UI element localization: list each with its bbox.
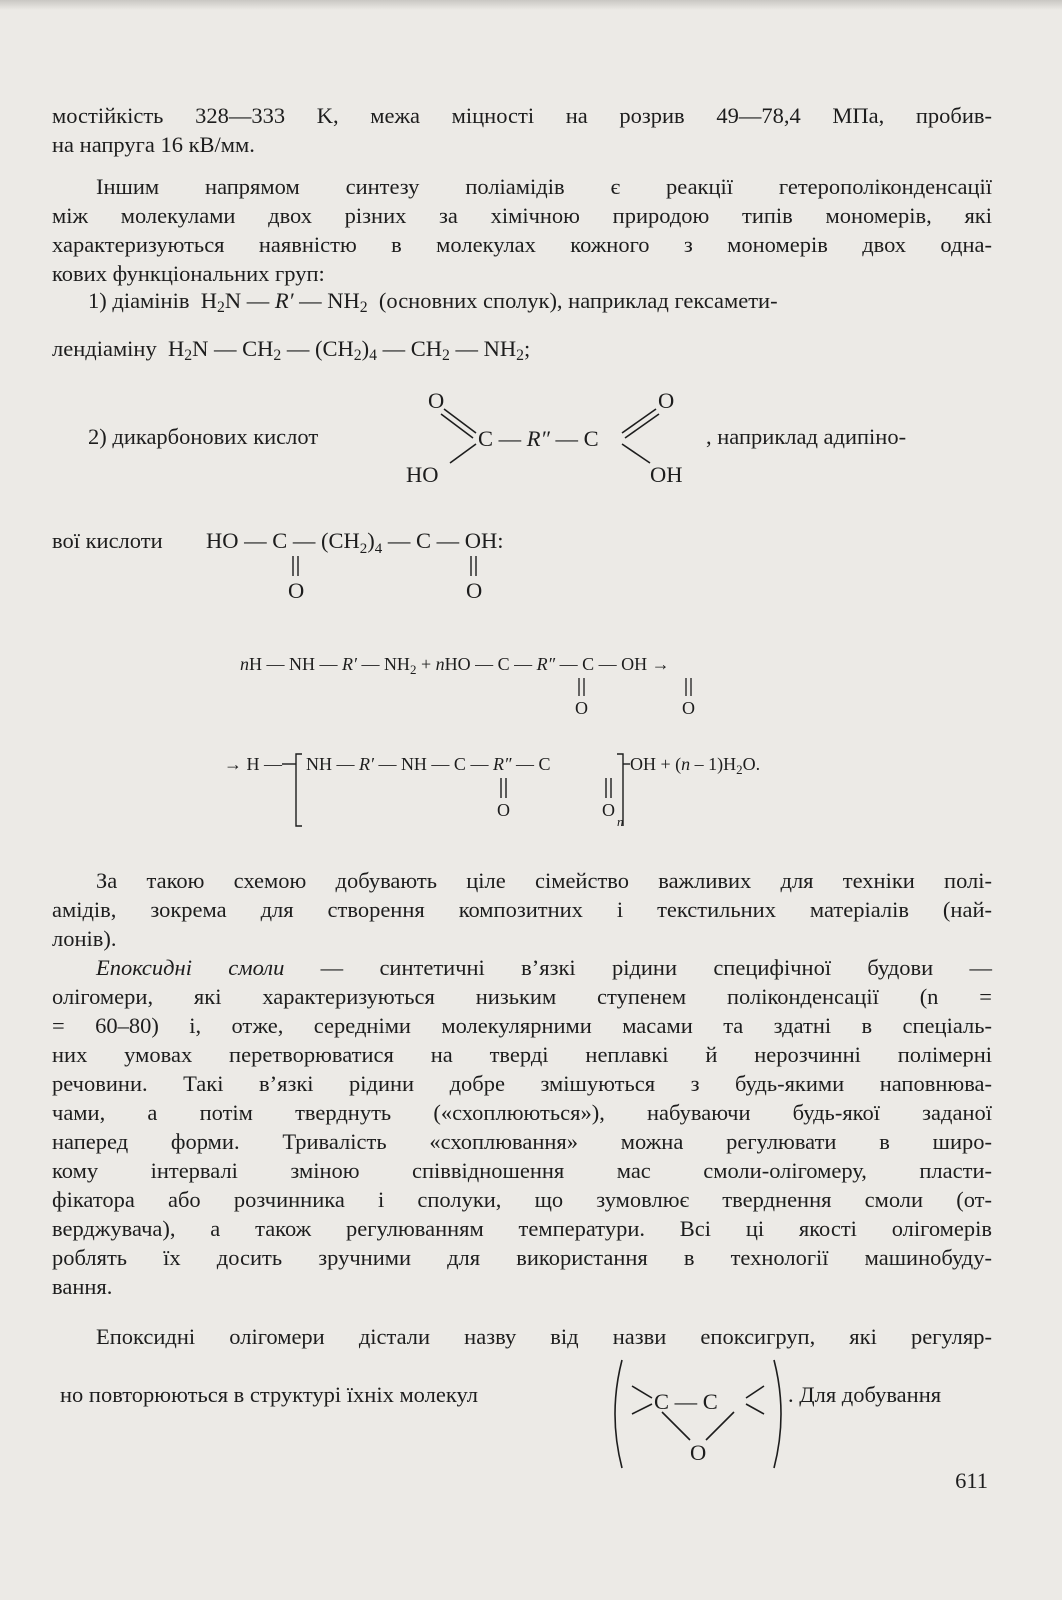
oxygen-label: O (428, 388, 445, 413)
item-1-line (88, 288, 778, 314)
item-1-suffix: (основних сполук), наприклад гексамети- (378, 288, 778, 313)
svg-text:O: O (602, 800, 615, 820)
text-line: них умовах перетворюватися на тверді неплавкі й нерозчинні полімерні (52, 1042, 992, 1067)
scan-edge (0, 0, 1062, 10)
text-line: Епоксидні смоли — синтетичні в’язкі рідини специфічної будови — (96, 955, 992, 980)
hydroxyl-label: HO (406, 462, 439, 487)
text-line: Іншим напрямом синтезу поліамідів є реакції гетерополіконденсації (96, 174, 992, 199)
text-line: кових функціональних груп: (52, 261, 325, 286)
reaction-equation-products (222, 744, 822, 836)
text-line: кому інтервалі зміною співвідношення мас смоли-олігомеру, пласти- (52, 1158, 992, 1183)
svg-text:nH — NH — R′ — NH2 + nHO — C —: nH — NH — R′ — $NH_2$ + nHO — C — R″ — C — OH → (240, 654, 670, 677)
text-line: лонів). (52, 926, 117, 951)
svg-text:O: O (682, 698, 695, 718)
hexamethylenediamine-formula: $H_2N$ — $CH_2$ — $(CH_2)_4$ — $CH_2$ — $NH_2$; (162, 336, 531, 364)
svg-text:O: O (690, 1440, 707, 1465)
text-line: роблять їх досить зручними для використання в технології машинобуду- (52, 1245, 992, 1270)
hydroxyl-label: OH (650, 462, 683, 487)
page-number: 611 (955, 1468, 988, 1493)
item-1-line2-prefix: лендіаміну (52, 336, 157, 361)
item-1-line-2 (52, 336, 530, 362)
paragraph-2 (52, 172, 992, 288)
paragraph-1 (52, 101, 992, 159)
text-line: амідів, зокрема для створення композитних і текстильних матеріалів (най- (52, 897, 992, 922)
svg-text:NH — R′ — NH — C — R″ — C: NH — R′ — NH — C — R″ — C (306, 754, 551, 774)
text-line: За такою схемою добувають ціле сімейство важливих для техніки полі- (96, 868, 992, 893)
svg-text:n: n (617, 814, 624, 829)
text-line: між молекулами двох різних за хімічною природою типів мономерів, які (52, 203, 992, 228)
svg-text:O: O (497, 800, 510, 820)
diamine-formula: $H_2N$ — R′ — $NH_2$ (195, 288, 368, 316)
text-line: характеризуються наявністю в молекулах кожного з мономерів двох одна- (52, 232, 992, 257)
text-line: Епоксидні олігомери дістали назву від назви епоксигруп, які регуляр- (96, 1324, 992, 1349)
item-1-prefix: 1) діамінів (88, 288, 190, 313)
text-line: олігомери, які характеризуються низьким ступенем поліконденсації (n = (52, 984, 992, 1009)
svg-text:HO — C — (CH2)4 — C — OH:: HO — C — $(CH_2)_4$ — C — OH: (206, 528, 504, 557)
svg-text:O: O (575, 698, 588, 718)
svg-text:O: O (466, 578, 483, 603)
term-epoxy-resins: Епоксидні смоли (96, 955, 285, 980)
text-line: на напруга 16 кВ/мм. (52, 132, 255, 157)
svg-text:O: O (288, 578, 305, 603)
oxygen-label: O (658, 388, 675, 413)
item-2-line2-prefix: вої кислоти (52, 528, 163, 553)
text-line: фікатора або розчинника і сполуки, що зумовлює тверднення смоли (от- (52, 1187, 992, 1212)
text-line: = 60–80) і, отже, середніми молекулярними масами та здатні в спеціаль- (52, 1013, 992, 1038)
text-line: наперед форми. Тривалість «схоплювання» можна регулювати в широ- (52, 1129, 992, 1154)
item-2-prefix: 2) дикарбонових кислот (88, 424, 319, 449)
svg-text:OH + (n – 1)H2O.: OH + $(n - 1)H_2O$. (630, 754, 761, 777)
svg-text:→ H —: → H — (224, 754, 282, 774)
reaction-equation-reactants (238, 648, 798, 720)
text-line: мостійкість 328—333 K, межа міцності на розрив 49—78,4 МПа, пробив- (52, 103, 992, 128)
text-line: вання. (52, 1274, 113, 1299)
dicarboxylic-acid-structure (400, 378, 710, 493)
svg-text:C — R″ — C: C — R″ — C (478, 426, 599, 451)
adipic-acid-structure (204, 516, 584, 606)
epoxy-group-structure (606, 1356, 792, 1474)
paragraph-5-line-2: но повторюються в структурі їхніх молекул (60, 1382, 478, 1407)
text-line: чами, а потім тверднуть («схоплюються»), набуваючи будь-якої заданої (52, 1100, 992, 1125)
paragraph-4 (52, 953, 992, 1301)
paragraph-5 (52, 1322, 992, 1351)
text-line: верджувача), а також регулюванням температури. Всі ці якості олігомерів (52, 1216, 992, 1241)
paragraph-3 (52, 866, 992, 953)
text-line: речовини. Такі в’язкі рідини добре змішуються з будь-якими наповнюва- (52, 1071, 992, 1096)
paragraph-5-line-2-end: . Для добування (788, 1382, 942, 1407)
svg-text:C — C: C — C (654, 1389, 718, 1414)
item-2-suffix: , наприклад адипіно- (706, 424, 907, 449)
